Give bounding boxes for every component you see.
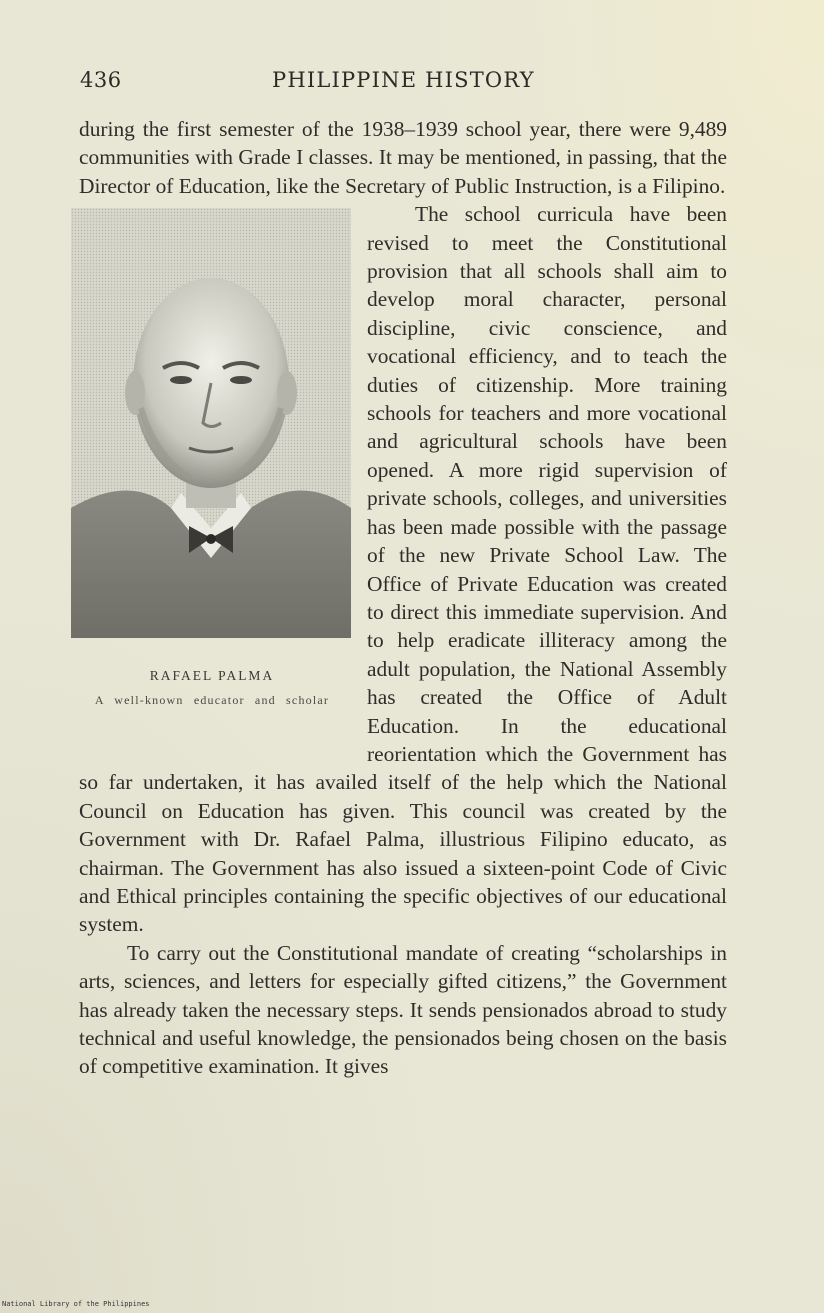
library-watermark: National Library of the Philippines: [2, 1300, 150, 1308]
caption-description: A well-known educator and scholar: [94, 693, 330, 708]
caption-name: RAFAEL PALMA: [149, 668, 275, 684]
paragraph-2: The school curricula have been revised to meet the Constitutional provision that all schools shall aim to develop moral character, personal discipline, civic conscience, and vocational efficiency, and to teach the duties of citizenship. More training schools for teachers and more vocational and agricultural schools have been opened. A more rigid supervision of private schools, colleges, and universities has been made possible with the passage of the new Private School Law. The Office of Private Education was created to direct this immediate supervision. And to help eradicate illiteracy among the adult population, the National Assembly has created the Office of Adult Education. In the educational reorientation which the Government has so far undertaken, it has availed itself of the help which the National Council on Education has given. This council was created by the Government with Dr. Rafael Palma, illustrious Filipino educato, as chairman. The Government has also issued a sixteen-point Code of Civic and Ethical principles containing the specific objectives of our educational system.: [79, 202, 727, 937]
body-text: [79, 115, 727, 1081]
paragraph-3: To carry out the Constitutional mandate of creating “scholarships in arts, sciences, and letters for especially gifted citizens,” the Government has already taken the necessary steps. It sends pensionados abroad to study technical and useful knowledge, the pensionados being chosen on the basis of competitive examination. It gives: [79, 940, 727, 1079]
page-header: [80, 68, 726, 98]
portrait-figure: [67, 202, 357, 740]
page-number: 436: [80, 68, 122, 92]
paragraph-1: during the first semester of the 1938–1939 school year, there were 9,489 communities with Grade I classes. It may be mentioned, in passing, that the Director of Education, like the Secretary of Public Instruction, is a Filipino.: [79, 117, 727, 198]
portrait-photo: [71, 208, 351, 638]
running-head: PHILIPPINE HISTORY: [272, 68, 535, 92]
